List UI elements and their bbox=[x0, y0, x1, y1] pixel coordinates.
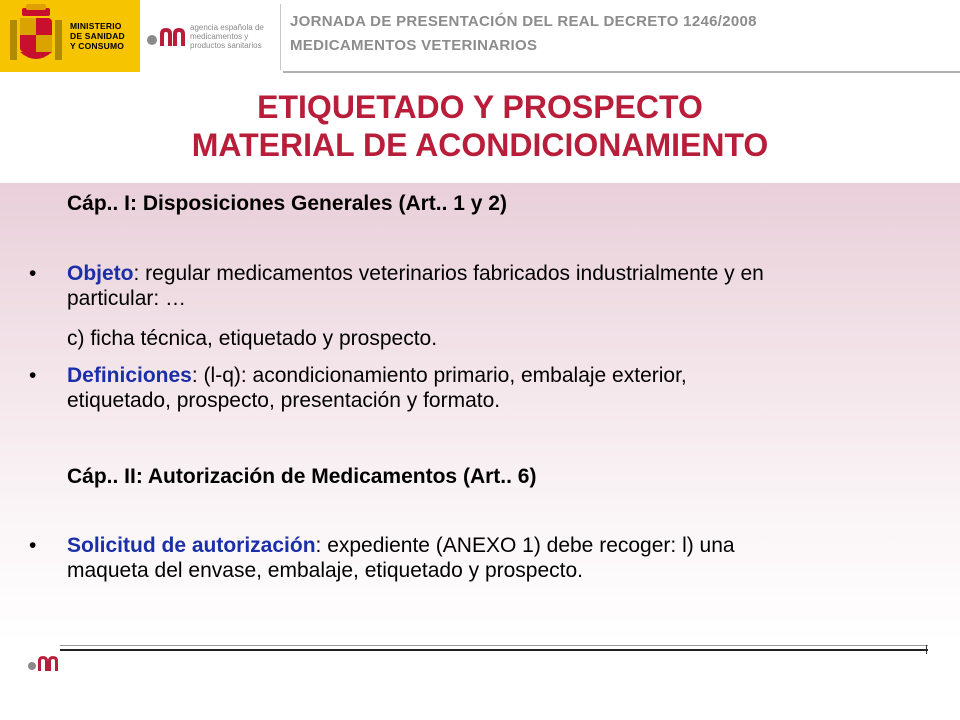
chapter-heading-2: Cáp.. II: Autorización de Medicamentos (Art.. 6) bbox=[67, 465, 537, 488]
slide-title-line2: MATERIAL DE ACONDICIONAMIENTO bbox=[191, 127, 769, 163]
bullet-objeto bbox=[67, 261, 947, 311]
slide-title bbox=[0, 88, 960, 164]
event-title-line1: JORNADA DE PRESENTACIÓN DEL REAL DECRETO 1246/2008 bbox=[290, 13, 757, 30]
footer-agency-logo-icon bbox=[27, 652, 59, 672]
ministry-name: MINISTERIO DE SANIDAD Y CONSUMO bbox=[70, 21, 125, 51]
agency-mark-icon bbox=[146, 24, 186, 48]
footer-rule-thin bbox=[60, 645, 928, 646]
slide-header bbox=[0, 0, 960, 75]
term-definiciones: Definiciones bbox=[67, 364, 192, 387]
bullet-objeto-text: : regular medicamentos veterinarios fabricados industrialmente y en bbox=[133, 262, 764, 285]
agency-name: agencia española de medicamentos y productos sanitarios bbox=[190, 22, 264, 50]
term-solicitud: Solicitud de autorización bbox=[67, 534, 316, 557]
footer-rule-thick bbox=[60, 649, 928, 651]
header-divider bbox=[280, 4, 281, 70]
bullet-definiciones bbox=[67, 363, 947, 413]
footer-rule-end bbox=[926, 645, 927, 654]
bullet-marker: • bbox=[29, 364, 37, 387]
term-objeto: Objeto bbox=[67, 262, 134, 285]
bullet-marker: • bbox=[29, 262, 37, 285]
bullet-solicitud-text-cont: maqueta del envase, embalaje, etiquetado y prospecto. bbox=[67, 559, 584, 582]
sub-item-c: c) ficha técnica, etiquetado y prospecto. bbox=[67, 327, 438, 350]
event-title bbox=[290, 10, 950, 58]
chapter-heading-1: Cáp.. I: Disposiciones Generales (Art.. 1 y 2) bbox=[67, 192, 507, 215]
header-rule bbox=[283, 71, 960, 73]
content-panel bbox=[0, 183, 960, 643]
event-title-line2: MEDICAMENTOS VETERINARIOS bbox=[290, 37, 538, 54]
bullet-marker: • bbox=[29, 534, 37, 557]
slide-title-line1: ETIQUETADO Y PROSPECTO bbox=[257, 89, 703, 125]
bullet-solicitud-text: : expediente (ANEXO 1) debe recoger: l) una bbox=[315, 534, 735, 557]
bullet-objeto-text-cont: particular: … bbox=[67, 287, 187, 310]
bullet-solicitud bbox=[67, 533, 947, 583]
coat-of-arms-icon bbox=[8, 4, 64, 68]
bullet-definiciones-text-cont: etiquetado, prospecto, presentación y formato. bbox=[67, 389, 501, 412]
ministry-logo bbox=[0, 0, 140, 72]
agency-logo bbox=[140, 0, 280, 72]
bullet-definiciones-text: : (l-q): acondicionamiento primario, embalaje exterior, bbox=[191, 364, 687, 387]
